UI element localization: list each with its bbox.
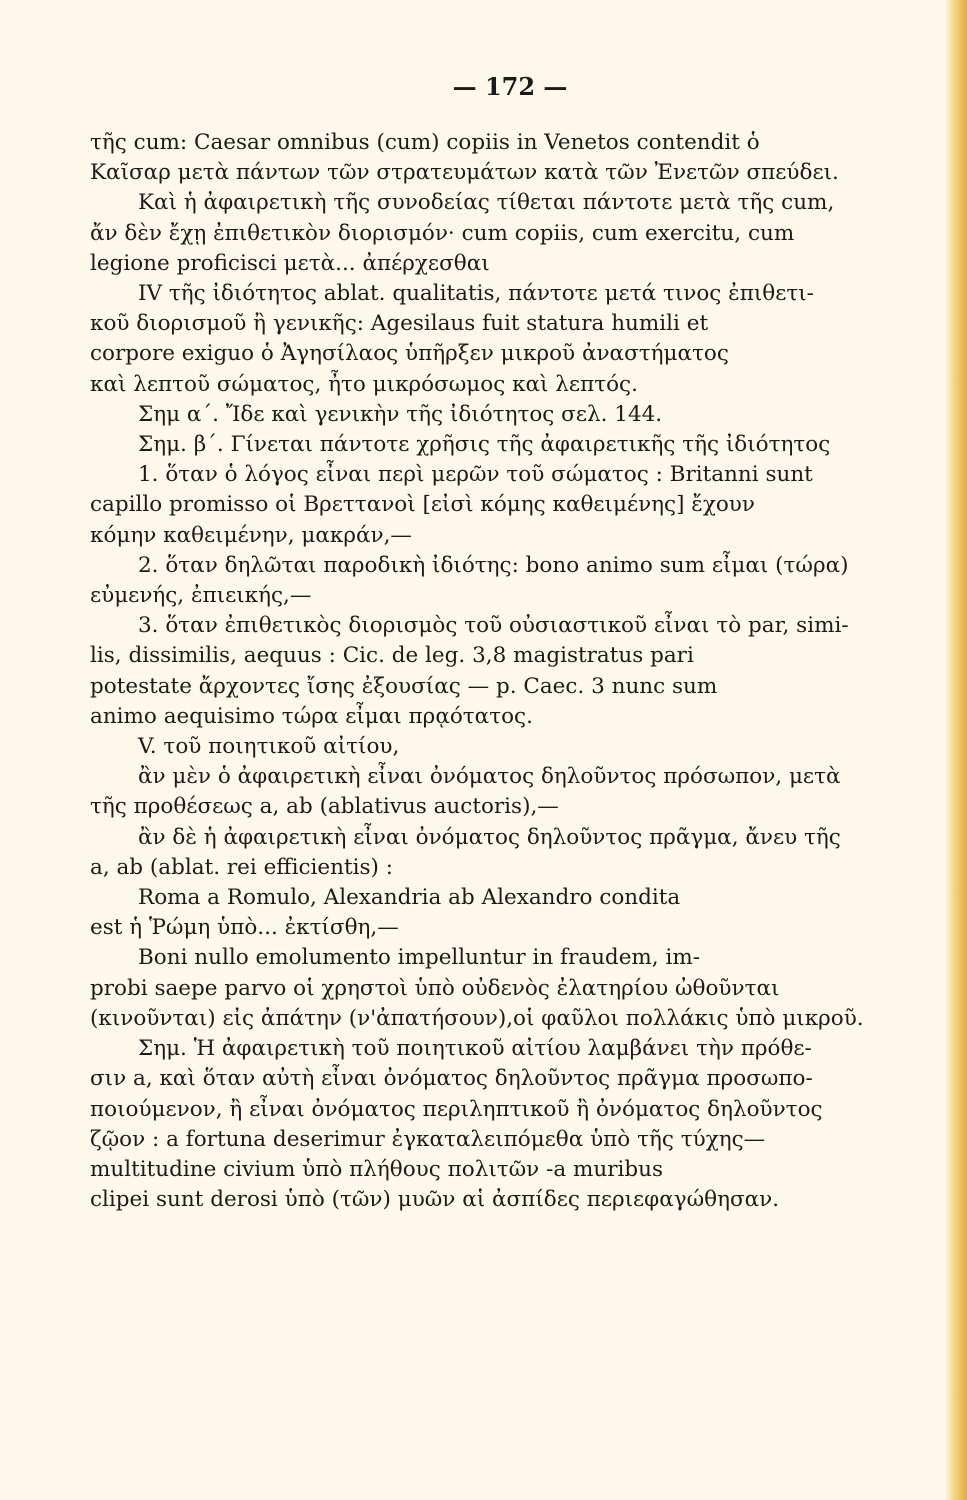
text-line: κοῦ διορισμοῦ ἢ γενικῆς: Agesilaus fuit statura humili et [90,311,709,337]
text-line: animo aequisimo τώρα εἶμαι πρᾳότατος. [90,703,533,729]
text-line: τῆς cum: Caesar omnibus (cum) copiis in Venetos contendit ὁ [90,130,760,155]
text-line: probi saepe parvo οἱ χρηστοὶ ὑπὸ οὐδενὸς ἐλατηρίου ὠθοῦνται [90,975,780,1001]
text-line: lis, dissimilis, aequus : Cic. de leg. 3,8 magistratus pari [90,643,694,669]
text-line: ἄν δὲν ἔχῃ ἐπιθετικὸν διορισμόν· cum copiis, cum exercitu, cum [90,220,795,246]
text-line: corpore exiguo ὁ Ἀγησίλαος ὑπῆρξεν μικροῦ ἀναστήματος [90,341,729,367]
text-line: ἂν μὲν ὁ ἀφαιρετικὴ εἶναι ὀνόματος δηλοῦντος πρόσωπον, μετὰ [138,764,841,790]
text-line: σιν a, καὶ ὅταν αὐτὴ εἶναι ὀνόματος δηλοῦντος πρᾶγμα προσωπο- [90,1066,813,1092]
text-line: clipei sunt derosi ὑπὸ (τῶν) μυῶν αἱ ἀσπίδες περιεφαγώθησαν. [90,1187,780,1213]
text-line: κόμην καθειμένην, μακράν,— [90,522,412,548]
text-line: Καὶ ἡ ἀφαιρετικὴ τῆς συνοδείας τίθεται πάντοτε μετὰ τῆς cum, [138,190,835,216]
text-line: 3. ὅταν ἐπιθετικὸς διορισμὸς τοῦ οὐσιαστικοῦ εἶναι τὸ par, simi- [138,613,849,639]
page-body [90,128,930,1215]
text-line: (κινοῦνται) εἰς ἀπάτην (ν'ἀπατήσουν),οἱ φαῦλοι πολλάκις ὑπὸ μικροῦ. [90,1005,864,1031]
section-heading-v: V. τοῦ ποιητικοῦ αἰτίου, [138,734,400,760]
text-line: potestate ἄρχοντες ἴσης ἐξουσίας — p. Caec. 3 nunc sum [90,673,718,699]
text-line: Καῖσαρ μετὰ πάντων τῶν στρατευμάτων κατὰ τῶν Ἐνετῶν σπεύδει. [90,160,839,186]
page-number: — 172 — [452,72,568,101]
note-beta: Σημ. β΄. Γίνεται πάντοτε χρῆσις τῆς ἀφαιρετικῆς τῆς ἰδιότητος [138,432,831,458]
text-line: ἂν δὲ ἡ ἀφαιρετικὴ εἶναι ὀνόματος δηλοῦντος πρᾶγμα, ἄνευ τῆς [138,824,841,850]
text-line: τῆς προθέσεως a, ab (ablativus auctoris),— [90,794,559,820]
section-heading-iv: IV τῆς ἰδιότητος ablat. qualitatis, πάντοτε μετά τινος ἐπιθετι- [138,281,814,307]
note-alpha: Σημ α΄. Ἴδε καὶ γενικὴν τῆς ἰδιότητος σελ. 144. [138,401,663,427]
note-line: Σημ. Ἡ ἀφαιρετικὴ τοῦ ποιητικοῦ αἰτίου λαμβάνει τὴν πρόθε- [138,1036,812,1062]
text-line: Boni nullo emolumento impelluntur in fraudem, im- [138,945,701,971]
text-line: Roma a Romulo, Alexandria ab Alexandro condita [138,885,681,911]
text-line: a, ab (ablat. rei efficientis) : [90,854,393,880]
text-line: εὐμενής, ἐπιεικής,— [90,583,312,609]
text-line: 2. ὅταν δηλῶται παροδικὴ ἰδιότης: bono animo sum εἶμαι (τώρα) [138,552,849,578]
text-line: ζῷον : a fortuna deserimur ἐγκαταλειπόμεθα ὑπὸ τῆς τύχης— [90,1126,766,1152]
text-line: legione proficisci μετὰ... ἀπέρχεσθαι [90,250,490,276]
text-line: capillo promisso οἱ Βρεττανοὶ [εἰσὶ κόμης καθειμένης] ἔχουν [90,492,755,518]
text-line: ποιούμενον, ἢ εἶναι ὀνόματος περιληπτικοῦ ἢ ὀνόματος δηλοῦντος [90,1096,823,1122]
text-line: καὶ λεπτοῦ σώματος, ἦτο μικρόσωμος καὶ λεπτός. [90,371,638,397]
text-line: 1. ὅταν ὁ λόγος εἶναι περὶ μερῶν τοῦ σώματος : Britanni sunt [138,462,813,488]
text-line: est ἡ Ῥώμη ὑπὸ... ἐκτίσθη,— [90,915,399,941]
text-line: multitudine civium ὑπὸ πλήθους πολιτῶν -a muribus [90,1156,664,1182]
